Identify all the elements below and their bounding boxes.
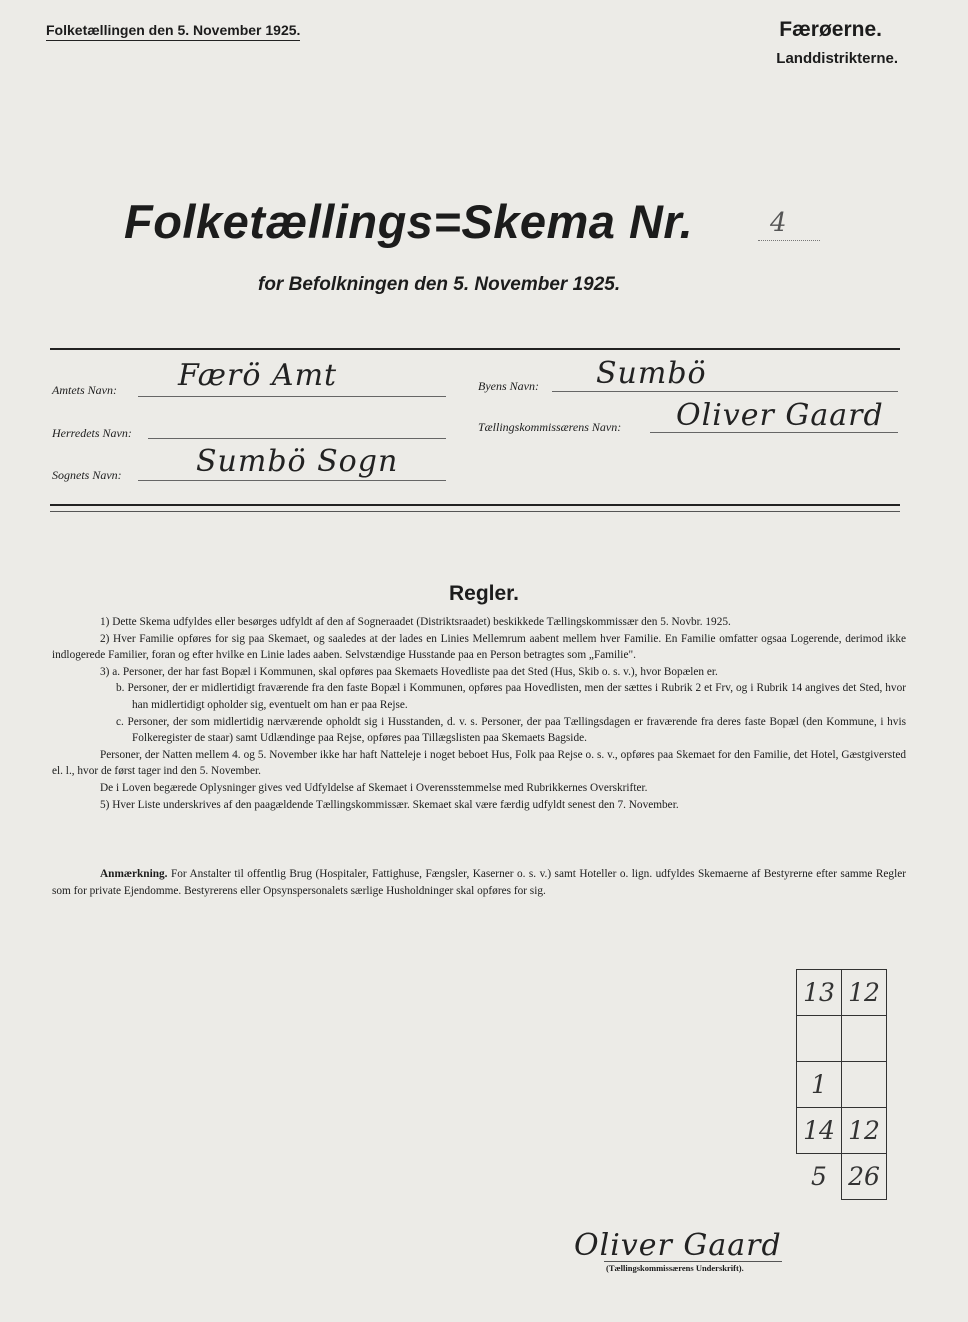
census-date-header: Folketællingen den 5. November 1925.	[46, 22, 300, 41]
rule-4: De i Loven begærede Oplysninger gives ved Udfyldelse af Skemaet i Overensstemmelse med Rubrikkernes Overskrifter.	[100, 781, 648, 794]
top-divider	[50, 348, 900, 350]
kommissaer-value[interactable]: Oliver Gaard	[676, 398, 884, 433]
note-text: For Anstalter til offentlig Brug (Hospitaler, Fattighuse, Fængsler, Kaserner o. s. v.) samt Hoteller o. lign. udfyldes Skemaerne af Bestyrerne efter samme Regler som for private Ejendomme. Bestyrerens eller Opsynspersonalets særlige Husholdninger skal opføres for sig.	[52, 868, 906, 897]
amt-line	[138, 396, 446, 397]
form-subtitle: for Befolkningen den 5. November 1925.	[258, 274, 621, 295]
kommissaer-label: Tællingskommissærens Navn:	[478, 420, 622, 434]
tally-cell[interactable]: 14	[797, 1108, 842, 1154]
herred-label: Herredets Navn:	[52, 426, 132, 440]
tally-row	[797, 1108, 887, 1154]
rule-3b: b. Personer, der er midlertidigt fraværende fra den faste Bopæl i Kommunen, opføres paa Hovedlisten, men der sættes i Rubrik 2 et Frv, og i Rubrik 14 angives det Sted, hvor han midlertidigt opholder sig, eventuelt om han er paa Rejse.	[116, 682, 906, 711]
form-number[interactable]: 4	[770, 208, 787, 238]
bottom-divider	[50, 504, 900, 512]
rule-3a: 3) a. Personer, der har fast Bopæl i Kommunen, skal opføres paa Skemaets Hovedliste paa det Sted (Hus, Skib o. s. v.), hvor Bopælen er.	[100, 665, 718, 678]
tally-cell[interactable]	[842, 1062, 887, 1108]
annotation-note	[52, 866, 906, 900]
by-value[interactable]: Sumbö	[596, 356, 707, 391]
rule-3c: c. Personer, der som midlertidig nærværende opholdt sig i Husstanden, d. v. s. Personer, der paa Tællingsdagen er fraværende fra deres faste Bopæl (den Kommune, i hvis Folkeregister de staar) samt Udlændinge paa Rejse, opføres paa Tillægslisten paa Skemaets Bagside.	[116, 715, 906, 745]
tally-cell[interactable]: 26	[842, 1154, 887, 1200]
by-label: Byens Navn:	[478, 379, 539, 393]
tally-cell[interactable]: 5	[797, 1154, 842, 1200]
herred-line	[148, 438, 446, 439]
tally-cell[interactable]: 13	[797, 970, 842, 1016]
tally-row	[797, 1154, 887, 1200]
amt-label: Amtets Navn:	[52, 383, 117, 397]
tally-cell[interactable]: 12	[842, 1108, 887, 1154]
rules-body	[52, 614, 906, 813]
signature-line	[604, 1261, 782, 1262]
tally-cell[interactable]: 12	[842, 970, 887, 1016]
rule-2: 2) Hver Familie opføres for sig paa Skemaet, og saaledes at der lades en Linies Mellemrum aabent mellem hver Familie. En Familie omfatter ogsaa Logerende, derimod ikke indlogerede Familier, foran og efter hvilke en Linie lades aaben. Selvstændige Husstande paa en Person betragtes som „Familie".	[52, 632, 906, 662]
district-header: Landdistrikterne.	[776, 50, 898, 67]
form-title: Folketællings=Skema Nr.	[124, 195, 694, 248]
note-label: Anmærkning.	[100, 868, 168, 880]
sogn-line	[138, 480, 446, 481]
sogn-label: Sognets Navn:	[52, 468, 122, 482]
rules-heading: Regler.	[448, 582, 520, 605]
tally-row	[797, 970, 887, 1016]
form-number-line	[758, 240, 820, 241]
tally-cell[interactable]	[797, 1016, 842, 1062]
rule-3d: Personer, der Natten mellem 4. og 5. November ikke har haft Natteleje i noget beboet Hus, Folk paa Rejse o. s. v., opføres paa Skemaet for den Familie, det Hotel, Gæstgiversted el. l., hvor de først tager ind den 5. November.	[52, 748, 906, 778]
tally-row	[797, 1062, 887, 1108]
region-header: Færøerne.	[779, 18, 882, 41]
rule-1: 1) Dette Skema udfyldes eller besørges udfyldt af den af Sogneraadet (Distriktsraadet) beskikkede Tællingskommissær den 5. Novbr. 1925.	[100, 616, 731, 628]
tally-row	[797, 1016, 887, 1062]
signature-label: (Tællingskommissærens Underskrift).	[606, 1263, 744, 1273]
amt-value[interactable]: Færö Amt	[178, 358, 338, 393]
by-line	[552, 391, 898, 392]
tally-cell[interactable]	[842, 1016, 887, 1062]
rule-5: 5) Hver Liste underskrives af den paagældende Tællingskommissær. Skemaet skal være færdig udfyldt senest den 7. November.	[100, 798, 679, 811]
signature[interactable]: Oliver Gaard	[574, 1228, 782, 1263]
tally-cell[interactable]: 1	[797, 1062, 842, 1108]
sogn-value[interactable]: Sumbö Sogn	[196, 444, 399, 479]
tally-table	[796, 969, 887, 1200]
